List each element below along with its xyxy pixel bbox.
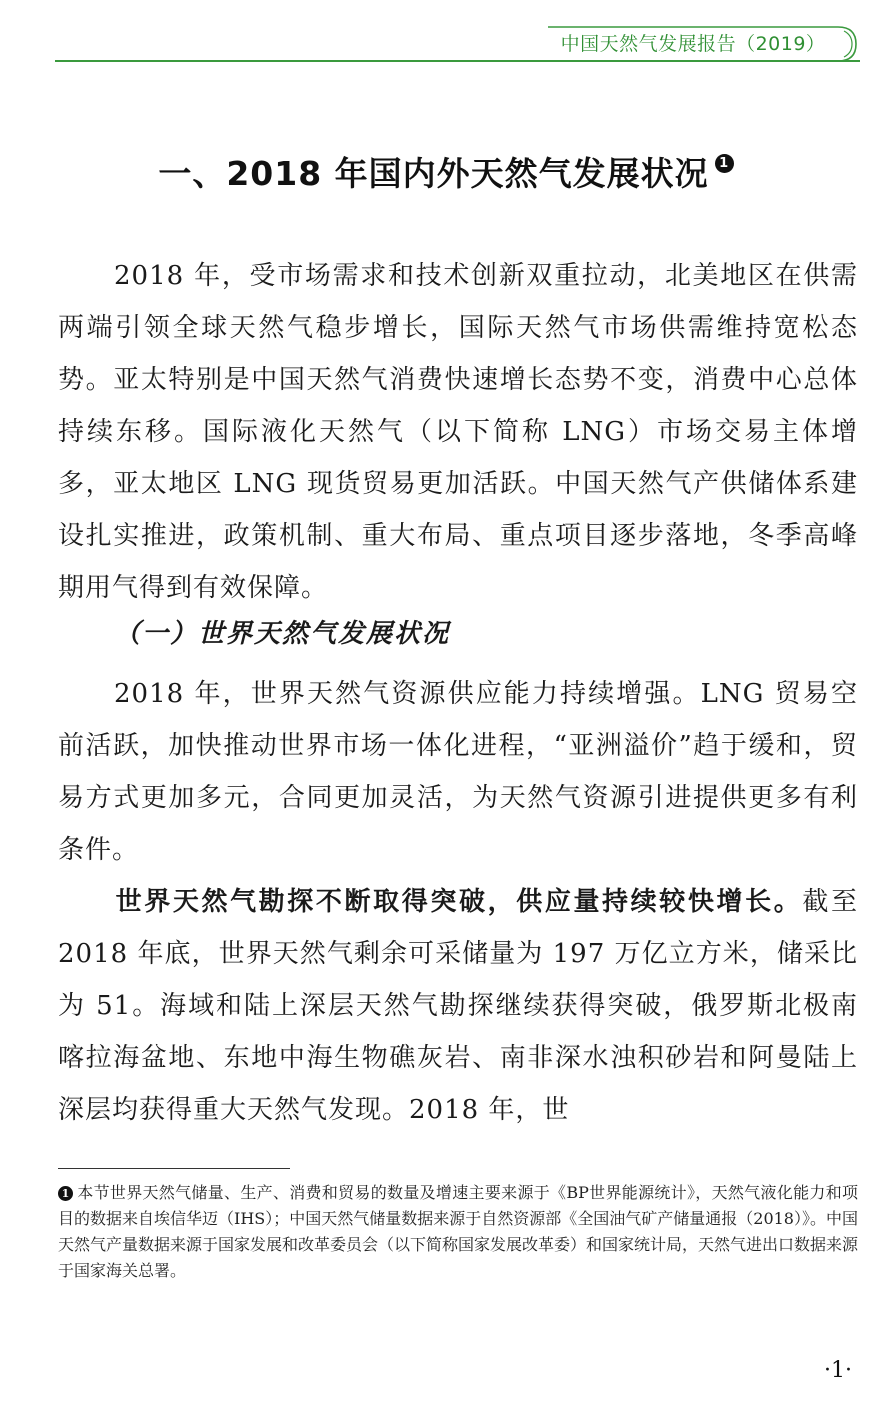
paragraph-exploration (58, 876, 858, 1136)
paragraph-world-supply (58, 668, 858, 876)
footnote-ref-marker[interactable]: 1 (715, 154, 734, 173)
footnote-marker: 1 (58, 1186, 73, 1201)
page-number: ·1· (824, 1358, 852, 1383)
chapter-title (0, 148, 892, 195)
running-header (538, 26, 860, 62)
paragraph-exploration-text: 截至 2018 年底，世界天然气剩余可采储量为 197 万亿立方米，储采比为 51。海域和陆上深层天然气勘探继续获得突破，俄罗斯北极南喀拉海盆地、东地中海生物礁灰岩、南非深水浊积砂岩和阿曼陆上深层均获得重大天然气发现。2018 年，世 (58, 887, 858, 1125)
footnote (58, 1180, 858, 1284)
header-title: 中国天然气发展报告（2019） (560, 33, 826, 55)
footnote-text: 本节世界天然气储量、生产、消费和贸易的数量及增速主要来源于《BP世界能源统计》，天然气液化能力和项目的数据来自埃信华迈（IHS）；中国天然气储量数据来源于自然资源部《全国油气矿产储量通报（2018）》。中国天然气产量数据来源于国家发展和改革委员会（以下简称国家发展改革委）和国家统计局，天然气进出口数据来源于国家海关总署。 (58, 1183, 859, 1280)
chapter-title-text: 一、2018 年国内外天然气发展状况 (158, 154, 709, 193)
paragraph-intro (58, 250, 858, 614)
paragraph-intro-text: 2018 年，受市场需求和技术创新双重拉动，北美地区在供需两端引领全球天然气稳步增长，国际天然气市场供需维持宽松态势。亚太特别是中国天然气消费快速增长态势不变，消费中心总体持续东移。国际液化天然气（以下简称 LNG）市场交易主体增多，亚太地区 LNG 现货贸易更加活跃。中国天然气产供储体系建设扎实推进，政策机制、重大布局、重点项目逐步落地，冬季高峰期用气得到有效保障。 (58, 261, 858, 603)
paragraph-exploration-lead: 世界天然气勘探不断取得突破，供应量持续较快增长。 (114, 887, 803, 917)
paragraph-world-supply-text: 2018 年，世界天然气资源供应能力持续增强。LNG 贸易空前活跃，加快推动世界市场一体化进程，“亚洲溢价”趋于缓和，贸易方式更加多元，合同更加灵活，为天然气资源引进提供更多有利条件。 (58, 679, 858, 865)
footnote-rule (58, 1168, 290, 1169)
section-heading: （一）世界天然气发展状况 (114, 619, 451, 649)
